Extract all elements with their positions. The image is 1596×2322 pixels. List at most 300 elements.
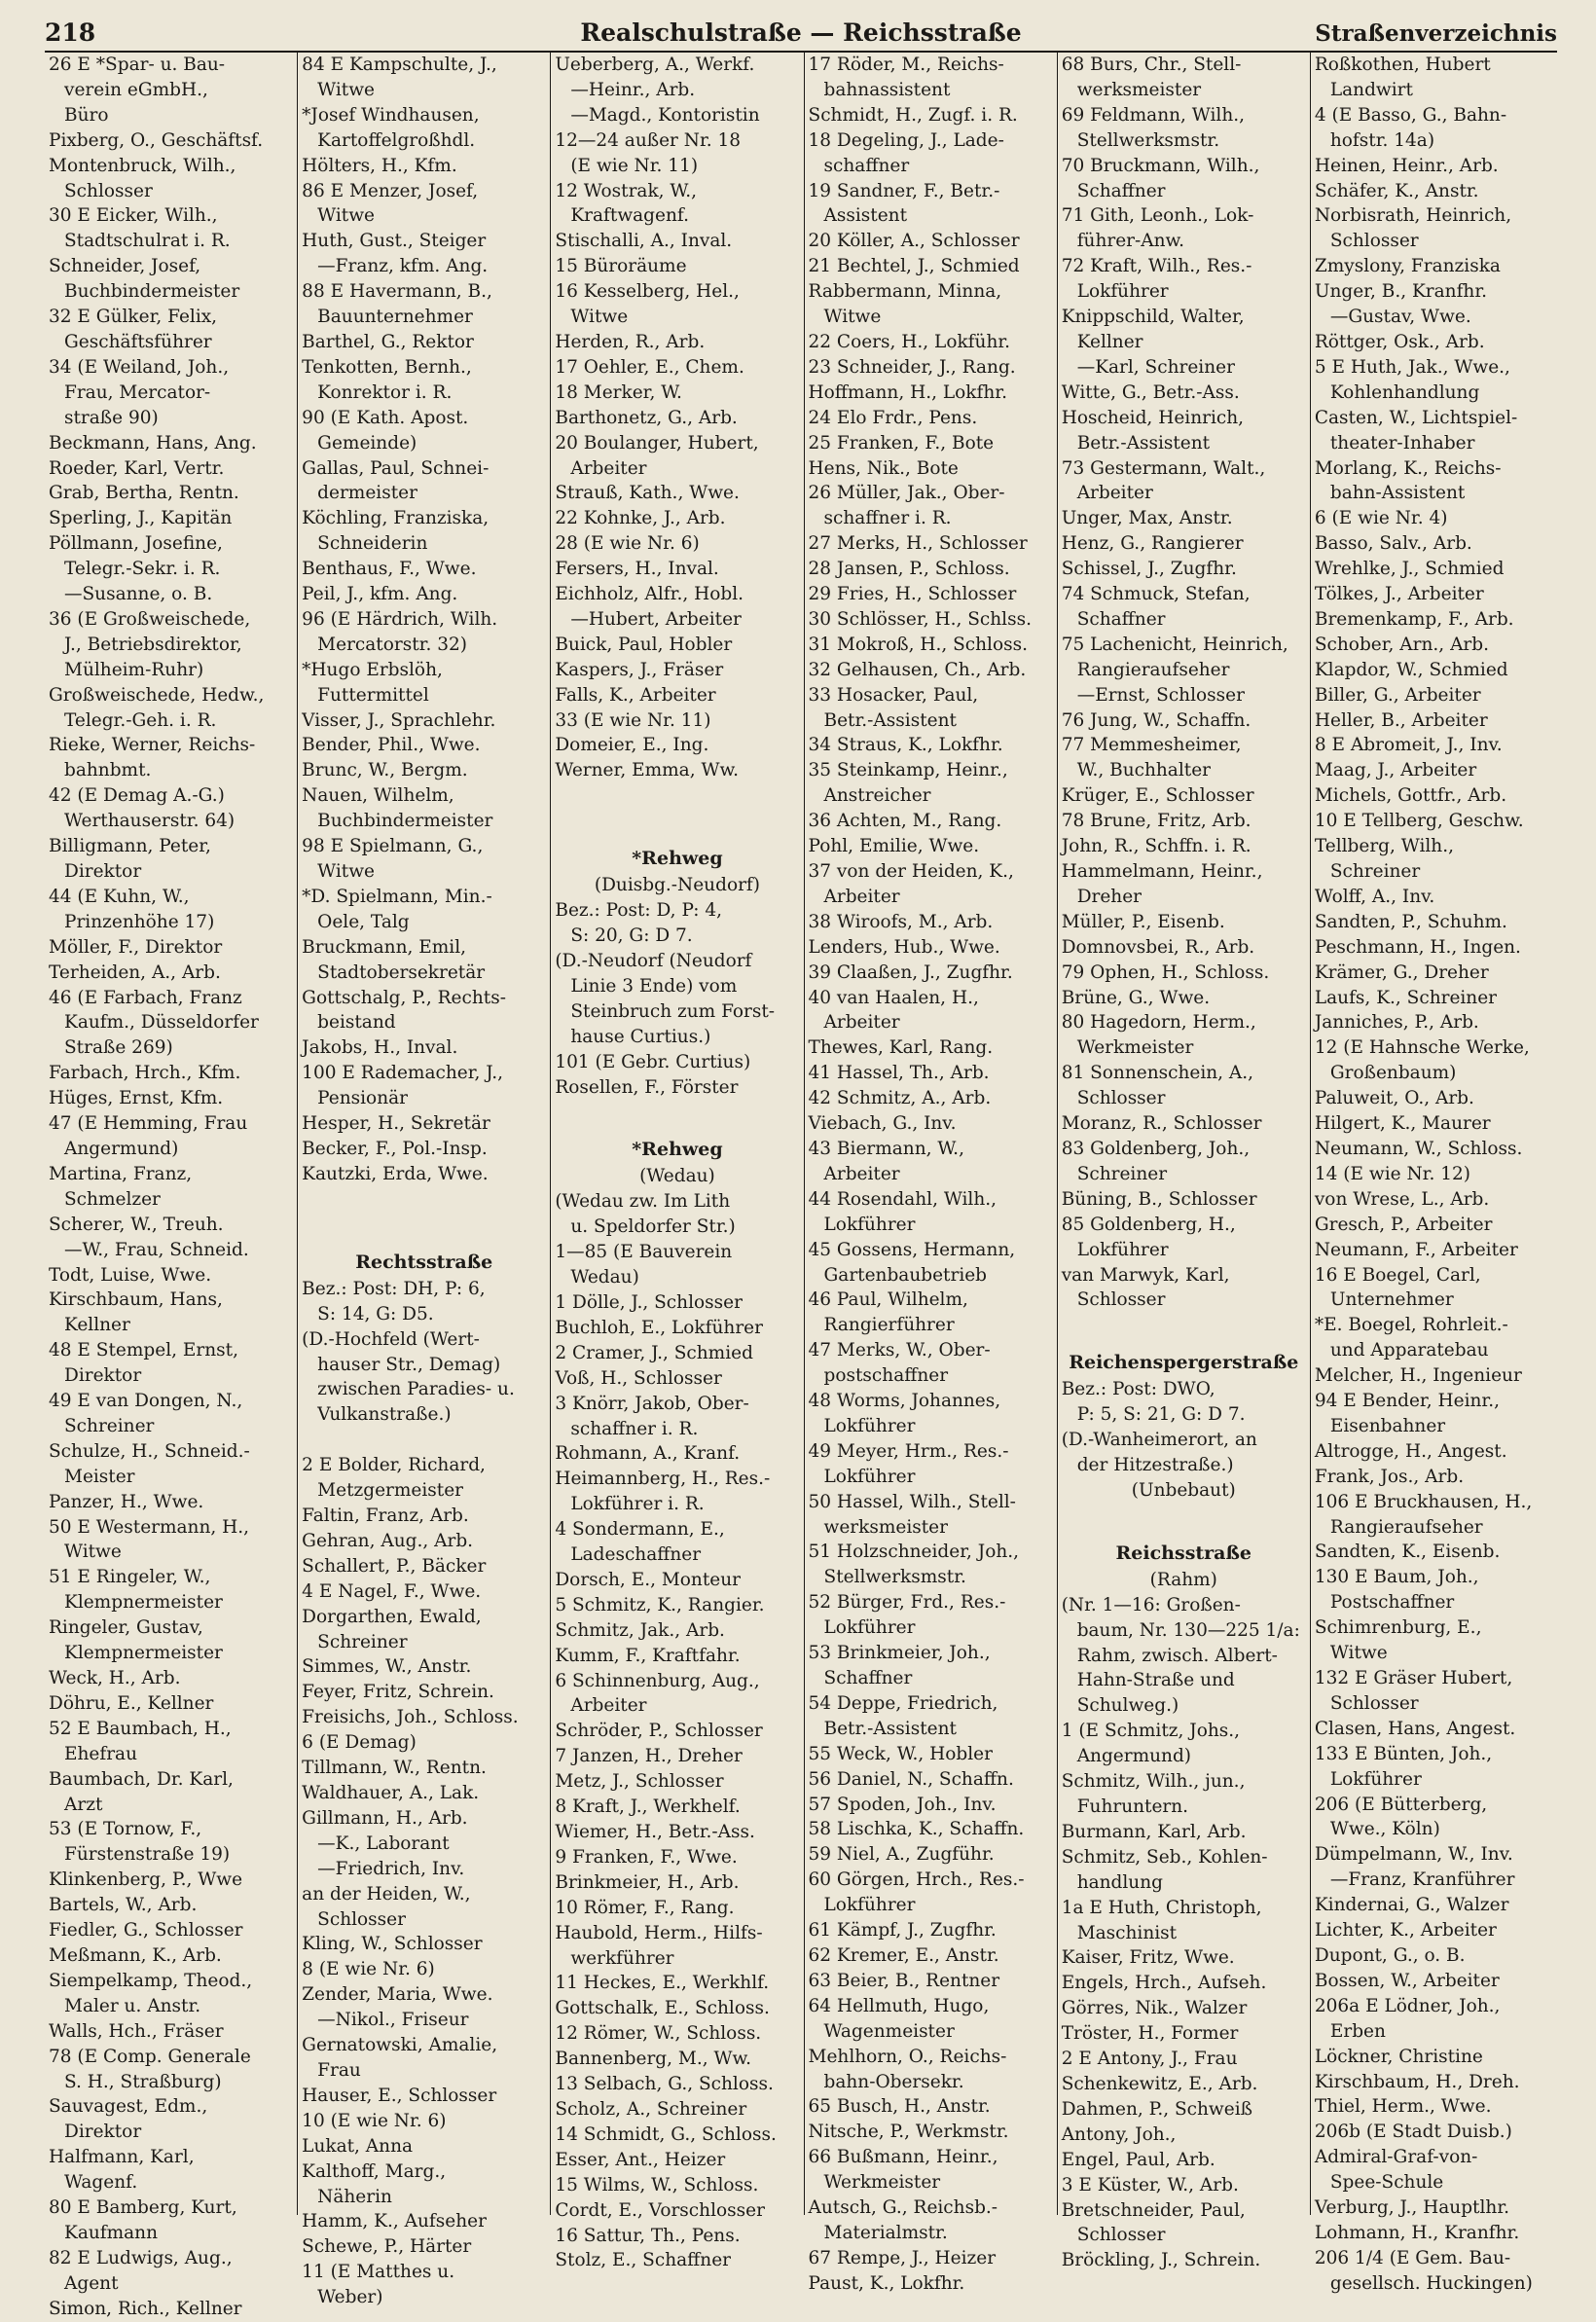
directory-entry: Dahmen, P., Schweiß <box>1061 2098 1252 2120</box>
directory-entry: Kling, W., Schlosser <box>302 1934 483 1955</box>
directory-entry: 50 E Westermann, H., <box>49 1516 250 1538</box>
directory-entry: 17 Oehler, E., Chem. <box>555 356 744 378</box>
entry-continuation: Straße 269) <box>64 1037 173 1059</box>
entry-continuation: Mülheim-Ruhr) <box>64 659 204 680</box>
directory-entry: Tellberg, Wilh., <box>1314 836 1454 857</box>
directory-entry: 36 Achten, M., Rang. <box>808 811 1002 832</box>
directory-entry: Becker, F., Pol.-Insp. <box>302 1138 488 1159</box>
directory-entry: 45 Gossens, Hermann, <box>808 1239 1016 1260</box>
entry-continuation: —Franz, kfm. Ang. <box>317 256 489 277</box>
entry-continuation: Gartenbaubetrieb <box>823 1264 988 1286</box>
entry-continuation: Schreiner <box>317 1631 408 1652</box>
directory-entry: 52 E Baumbach, H., <box>49 1718 232 1739</box>
directory-entry: 16 E Boegel, Carl, <box>1314 1264 1481 1286</box>
entry-continuation: —Heinr., Arb. <box>570 79 696 100</box>
directory-entry: Bröckling, J., Schrein. <box>1061 2250 1261 2271</box>
entry-continuation: Frau, Mercator- <box>64 381 211 403</box>
directory-entry: 1 Dölle, J., Schlosser <box>555 1291 743 1313</box>
directory-entry: Bremenkamp, F., Arb. <box>1314 608 1514 630</box>
entry-continuation: Kellner <box>1076 331 1143 352</box>
directory-entry: 14 (E wie Nr. 12) <box>1314 1163 1470 1184</box>
directory-entry: Huth, Gust., Steiger <box>302 231 487 252</box>
directory-entry: 206b (E Stadt Duisb.) <box>1314 2122 1512 2143</box>
entry-continuation: Wwe., Köln) <box>1329 1819 1440 1840</box>
entry-continuation: Direktor <box>64 861 142 882</box>
directory-entry: Rabbermann, Minna, <box>808 281 1002 303</box>
directory-entry: 88 E Havermann, B., <box>302 281 492 303</box>
directory-entry: 6 Schinnenburg, Aug., <box>555 1670 760 1691</box>
directory-entry: Esser, Ant., Heizer <box>555 2149 726 2170</box>
directory-entry: Eichholz, Alfr., Hobl. <box>555 584 744 605</box>
entry-continuation: —Friedrich, Inv. <box>317 1858 465 1879</box>
directory-entry: Büning, B., Schlosser <box>1061 1188 1257 1210</box>
directory-entry: 68 Burs, Chr., Stell- <box>1061 54 1242 75</box>
directory-entry: (Rahm) <box>1149 1569 1217 1590</box>
directory-entry: 17 Röder, M., Reichs- <box>808 54 1004 75</box>
entry-continuation: —Ernst, Schlosser <box>1076 684 1245 706</box>
entry-continuation: Stellwerksmstr. <box>1076 129 1220 151</box>
directory-entry: Thewes, Karl, Rang. <box>808 1037 994 1059</box>
directory-entry: (Duisbg.-Neudorf) <box>594 875 760 896</box>
directory-entry: 14 Schmidt, G., Schloss. <box>555 2123 777 2145</box>
column-3 <box>551 53 804 2271</box>
entry-continuation: Fürstenstraße 19) <box>64 1844 231 1866</box>
directory-entry: Knippschild, Walter, <box>1061 307 1245 328</box>
directory-entry: John, R., Schffn. i. R. <box>1061 836 1251 857</box>
entry-continuation: werkführer <box>570 1947 674 1969</box>
directory-entry: Barthel, G., Rektor <box>302 331 474 352</box>
directory-entry: Döhru, E., Kellner <box>49 1692 214 1714</box>
entry-continuation: Unternehmer <box>1329 1289 1454 1311</box>
entry-continuation: schaffner i. R. <box>823 508 952 529</box>
entry-continuation: Näherin <box>317 2186 392 2207</box>
directory-entry: 206 (E Bütterberg, <box>1314 1794 1488 1815</box>
entry-continuation: Bauunternehmer <box>317 307 473 328</box>
directory-entry: 64 Hellmuth, Hugo, <box>808 1995 990 2016</box>
directory-entry: Schmidt, H., Zugf. i. R. <box>808 104 1018 126</box>
directory-entry: Cordt, E., Vorschlosser <box>555 2199 765 2221</box>
directory-entry: 47 Merks, W., Ober- <box>808 1340 991 1361</box>
directory-entry: 38 Wiroofs, M., Arb. <box>808 911 994 932</box>
directory-entry: Schmitz, Jak., Arb. <box>555 1619 725 1641</box>
directory-entry: Schulze, H., Schneid.- <box>49 1440 250 1462</box>
directory-entry: Roßkothen, Hubert <box>1314 54 1491 75</box>
directory-entry: Lukat, Anna <box>302 2135 414 2157</box>
directory-entry: 25 Franken, F., Bote <box>808 432 995 454</box>
entry-continuation: Kaufmann <box>64 2222 159 2243</box>
directory-entry: 26 E *Spar- u. Bau- <box>49 54 226 75</box>
directory-entry: Tillmann, W., Rentn. <box>302 1758 487 1779</box>
entry-continuation: Arbeiter <box>1076 483 1153 504</box>
directory-entry: 31 Mokroß, H., Schloss. <box>808 634 1028 655</box>
directory-entry: Engel, Paul, Arb. <box>1061 2149 1215 2170</box>
directory-entry: 81 Sonnenschein, A., <box>1061 1063 1254 1084</box>
directory-entry: 34 Straus, K., Lokfhr. <box>808 735 1003 756</box>
entry-continuation: gesellsch. Huckingen) <box>1329 2272 1533 2294</box>
directory-entry: Hamm, K., Aufseher <box>302 2211 487 2232</box>
directory-entry: Gottschalk, E., Schloss. <box>555 1998 770 2019</box>
spacer <box>302 1213 546 1238</box>
entry-continuation: Dreher <box>1076 886 1143 907</box>
entry-continuation: Witwe <box>317 205 375 227</box>
entry-continuation: Lokführer <box>823 1214 916 1235</box>
directory-entry: 33 (E wie Nr. 11) <box>555 709 711 731</box>
directory-entry: Kaspers, J., Fräser <box>555 659 724 680</box>
spacer <box>302 1428 546 1453</box>
directory-entry: Biller, G., Arbeiter <box>1314 684 1481 706</box>
entry-continuation: Frau <box>317 2059 361 2081</box>
directory-entry: Walls, Hch., Fräser <box>49 2020 224 2042</box>
entry-continuation: Telegr.-Sekr. i. R. <box>64 559 221 580</box>
entry-continuation: Schlosser <box>1076 2225 1166 2246</box>
entry-continuation: bahnbmt. <box>64 760 152 781</box>
directory-entry: Peschmann, H., Ingen. <box>1314 936 1521 958</box>
entry-continuation: Schneiderin <box>317 533 428 555</box>
directory-entry: Frank, Jos., Arb. <box>1314 1466 1465 1487</box>
entry-continuation: Witwe <box>64 1542 122 1563</box>
entry-continuation: —Hubert, Arbeiter <box>570 608 742 630</box>
entry-continuation: Büro <box>64 104 109 126</box>
spacer <box>1062 1313 1306 1338</box>
directory-entry: Engels, Hrch., Aufseh. <box>1061 1973 1267 1994</box>
entry-continuation: Hahn-Straße und <box>1076 1670 1235 1691</box>
directory-entry: 12 (E Hahnsche Werke, <box>1314 1037 1530 1059</box>
directory-entry: Witte, G., Betr.-Ass. <box>1061 381 1240 403</box>
directory-entry: Baumbach, Dr. Karl, <box>49 1768 234 1790</box>
entry-continuation: Ladeschaffner <box>570 1544 702 1566</box>
directory-entry: 19 Sandner, F., Betr.- <box>808 180 1000 201</box>
entry-continuation: Agent <box>64 2272 119 2294</box>
directory-entry: 29 Fries, H., Schlosser <box>808 584 1017 605</box>
directory-entry: 101 (E Gebr. Curtius) <box>555 1051 751 1072</box>
entry-continuation: —Karl, Schreiner <box>1076 356 1235 378</box>
directory-entry: Görres, Nik., Walzer <box>1061 1998 1248 2019</box>
directory-entry: an der Heiden, W., <box>302 1883 471 1905</box>
directory-entry: Hüges, Ernst, Kfm. <box>49 1088 224 1109</box>
directory-entry: Köchling, Franziska, <box>302 508 490 529</box>
directory-entry: 72 Kraft, Wilh., Res.- <box>1061 256 1252 277</box>
street-heading: Reichenspergerstraße <box>1069 1352 1299 1374</box>
directory-entry: Heller, B., Arbeiter <box>1314 709 1488 731</box>
column-2 <box>298 53 551 2308</box>
entry-continuation: Schlosser <box>317 1908 406 1930</box>
directory-entry: Krüger, E., Schlosser <box>1061 785 1254 807</box>
directory-entry: Scholz, A., Schreiner <box>555 2098 747 2120</box>
directory-entry: *D. Spielmann, Min.- <box>302 886 492 907</box>
directory-entry: Schimrenburg, E., <box>1314 1617 1482 1639</box>
directory-entry: 57 Spoden, Joh., Inv. <box>808 1794 997 1815</box>
directory-entry: 37 von der Heiden, K., <box>808 861 1014 882</box>
directory-entry: Neumann, W., Schloss. <box>1314 1138 1523 1159</box>
directory-entry: Roeder, Karl, Vertr. <box>49 457 225 479</box>
directory-entry: 15 Büroräume <box>555 256 687 277</box>
directory-entry: 28 Jansen, P., Schloss. <box>808 559 1010 580</box>
directory-entry: 69 Feldmann, Wilh., <box>1061 104 1246 126</box>
directory-entry: Brunc, W., Bergm. <box>302 760 468 781</box>
directory-entry: Halfmann, Karl, <box>49 2147 195 2168</box>
directory-entry: 86 E Menzer, Josef, <box>302 180 479 201</box>
entry-continuation: Klempnermeister <box>64 1643 223 1664</box>
directory-entry: Gernatowski, Amalie, <box>302 2035 498 2056</box>
entry-continuation: Witwe <box>823 307 882 328</box>
directory-entry: Kaiser, Fritz, Wwe. <box>1061 1947 1235 1969</box>
directory-entry: Hammelmann, Heinr., <box>1061 861 1263 882</box>
entry-continuation: theater-Inhaber <box>1329 432 1475 454</box>
entry-continuation: Betr.-Assistent <box>823 709 957 731</box>
spacer <box>555 783 799 809</box>
directory-entry: Melcher, H., Ingenieur <box>1314 1365 1522 1387</box>
directory-entry: (D.-Neudorf (Neudorf <box>555 951 752 971</box>
entry-continuation: Klempnermeister <box>64 1592 223 1614</box>
directory-entry: 43 Biermann, W., <box>808 1138 964 1159</box>
directory-entry: Schneider, Josef, <box>49 256 201 277</box>
directory-entry: 30 Schlösser, H., Schlss. <box>808 608 1032 630</box>
entry-continuation: Kaufm., Düsseldorfer <box>64 1012 259 1034</box>
directory-entry: 6 (E Demag) <box>302 1732 417 1754</box>
entry-continuation: Schaffner <box>1076 608 1166 630</box>
directory-entry: Burmann, Karl, Arb. <box>1061 1821 1247 1842</box>
directory-entry: 49 E van Dongen, N., <box>49 1391 243 1412</box>
directory-entry: 22 Coers, H., Lokführ. <box>808 331 1011 352</box>
directory-entry: 4 (E Basso, G., Bahn- <box>1314 104 1507 126</box>
directory-entry: Simmes, W., Anstr. <box>302 1656 472 1678</box>
directory-entry: 10 (E wie Nr. 6) <box>302 2110 447 2131</box>
directory-entry: Rieke, Werner, Reichs- <box>49 735 256 756</box>
entry-continuation: Futtermittel <box>317 684 429 706</box>
directory-entry: Kindernai, G., Walzer <box>1314 1895 1509 1916</box>
entry-continuation: Anstreicher <box>823 785 931 807</box>
directory-entry: 28 (E wie Nr. 6) <box>555 533 700 555</box>
directory-entry: Verburg, J., Hauptlhr. <box>1314 2197 1510 2219</box>
directory-entry: 74 Schmuck, Stefan, <box>1061 584 1251 605</box>
entry-continuation: Maschinist <box>1076 1922 1178 1943</box>
directory-entry: Schenkewitz, E., Arb. <box>1061 2073 1258 2094</box>
entry-continuation: Pensionär <box>317 1088 408 1109</box>
directory-entry: 18 Degeling, J., Lade- <box>808 129 1004 151</box>
entry-continuation: Assistent <box>823 205 908 227</box>
entry-continuation: Werthauserstr. 64) <box>64 811 236 832</box>
directory-entry: Scherer, W., Treuh. <box>49 1214 224 1235</box>
directory-entry: 24 Elo Frdr., Pens. <box>808 407 978 428</box>
directory-columns <box>45 53 1563 2319</box>
directory-entry: 75 Lachenicht, Heinrich, <box>1061 634 1288 655</box>
directory-entry: Bannenberg, M., Ww. <box>555 2049 752 2070</box>
entry-continuation: Rangieraufseher <box>1076 659 1230 680</box>
directory-entry: Feyer, Fritz, Schrein. <box>302 1682 494 1703</box>
directory-entry: Hesper, H., Sekretär <box>302 1113 490 1135</box>
directory-entry: 78 Brune, Fritz, Arb. <box>1061 811 1251 832</box>
directory-entry: Unger, Max, Anstr. <box>1061 508 1233 529</box>
directory-entry: Voß, H., Schlosser <box>555 1367 722 1389</box>
directory-entry: 82 E Ludwigs, Aug., <box>49 2247 233 2268</box>
directory-entry: Bossen, W., Arbeiter <box>1314 1970 1500 1991</box>
entry-continuation: Buchbindermeister <box>317 811 493 832</box>
directory-entry: 85 Goldenberg, H., <box>1061 1214 1236 1235</box>
entry-continuation: —Gustav, Wwe. <box>1329 307 1471 328</box>
directory-entry: Jakobs, H., Inval. <box>302 1037 458 1059</box>
directory-entry: Falls, K., Arbeiter <box>555 684 716 706</box>
entry-continuation: baum, Nr. 130—225 1/a: <box>1076 1619 1300 1641</box>
directory-entry: 46 Paul, Wilhelm, <box>808 1289 968 1311</box>
street-heading: Reichsstraße <box>1115 1542 1252 1564</box>
directory-entry: Weck, H., Arb. <box>49 1668 181 1688</box>
directory-entry: Paluweit, O., Arb. <box>1314 1088 1474 1109</box>
directory-entry: 8 Kraft, J., Werkhelf. <box>555 1796 741 1818</box>
spacer <box>1062 1504 1306 1529</box>
directory-entry: Gallas, Paul, Schnei- <box>302 457 490 479</box>
directory-entry: 12 Wostrak, W., <box>555 180 697 201</box>
directory-entry: Hoscheid, Heinrich, <box>1061 407 1245 428</box>
directory-entry: Terheiden, A., Arb. <box>49 961 221 983</box>
entry-continuation: (E wie Nr. 11) <box>570 155 699 176</box>
directory-entry: 30 E Eicker, Wilh., <box>49 205 218 227</box>
directory-entry: Sandten, P., Schuhm. <box>1314 911 1507 932</box>
directory-entry: Sandten, K., Eisenb. <box>1314 1542 1501 1563</box>
entry-continuation: Maler u. Anstr. <box>64 1995 201 2016</box>
directory-entry: Kirschbaum, Hans, <box>49 1289 223 1311</box>
directory-entry: 26 Müller, Jak., Ober- <box>808 483 1005 504</box>
directory-entry: Metz, J., Schlosser <box>555 1771 724 1793</box>
directory-entry: 76 Jung, W., Schaffn. <box>1061 709 1251 731</box>
entry-continuation: Linie 3 Ende) vom <box>570 975 738 997</box>
entry-continuation: Telegr.-Geh. i. R. <box>64 709 217 731</box>
directory-entry: 4 E Nagel, F., Wwe. <box>302 1580 482 1602</box>
column-5 <box>1058 53 1311 2271</box>
directory-entry: 47 (E Hemming, Frau <box>49 1113 248 1135</box>
directory-entry: 39 Claaßen, J., Zugfhr. <box>808 961 1013 983</box>
entry-continuation: führer-Anw. <box>1076 231 1185 252</box>
directory-entry: 94 E Bender, Heinr., <box>1314 1391 1500 1412</box>
directory-entry: Buick, Paul, Hobler <box>555 634 733 655</box>
directory-entry: 6 (E wie Nr. 4) <box>1314 508 1448 529</box>
entry-continuation: Schreiner <box>1076 1163 1168 1184</box>
directory-entry: Domnovsbei, R., Arb. <box>1061 936 1255 958</box>
directory-entry: Dupont, G., o. B. <box>1314 1944 1466 1966</box>
directory-entry: Hoffmann, H., Lokfhr. <box>808 381 1007 403</box>
directory-entry: Mehlhorn, O., Reichs- <box>808 2046 1007 2067</box>
directory-entry: 206a E Lödner, Joh., <box>1314 1995 1501 2016</box>
entry-continuation: Großenbaum) <box>1329 1063 1457 1084</box>
directory-entry: 1a E Huth, Christoph, <box>1061 1897 1262 1918</box>
directory-entry: Hölters, H., Kfm. <box>302 155 457 176</box>
directory-entry: 9 Franken, F., Wwe. <box>555 1846 738 1868</box>
entry-continuation: —W., Frau, Schneid. <box>64 1239 249 1260</box>
entry-continuation: Werkmeister <box>1076 1037 1194 1059</box>
entry-continuation: —Franz, Kranführer <box>1329 1869 1515 1891</box>
entry-continuation: Wedau) <box>570 1267 639 1288</box>
directory-entry: 48 E Stempel, Ernst, <box>49 1340 238 1361</box>
directory-entry: Bez.: Post: DWO, <box>1061 1379 1215 1400</box>
entry-continuation: Wagenf. <box>64 2172 138 2194</box>
directory-entry: 16 Sattur, Th., Pens. <box>555 2225 741 2246</box>
directory-entry: 56 Daniel, N., Schaffn. <box>808 1768 1014 1790</box>
entry-continuation: Wagenmeister <box>823 2020 955 2042</box>
directory-entry: 42 Schmitz, A., Arb. <box>808 1088 992 1109</box>
directory-entry: Werner, Emma, Ww. <box>555 760 739 781</box>
directory-entry: Autsch, G., Reichsb.- <box>808 2197 998 2219</box>
spacer <box>555 1100 799 1125</box>
directory-entry: 67 Rempe, J., Heizer <box>808 2247 997 2268</box>
directory-entry: Hilgert, K., Maurer <box>1314 1113 1491 1135</box>
directory-entry: Rohmann, A., Kranf. <box>555 1443 741 1465</box>
entry-continuation: Schlosser <box>1076 1289 1166 1311</box>
directory-entry: Thiel, Herm., Wwe. <box>1314 2096 1492 2118</box>
street-heading: *Rehweg <box>632 1139 723 1161</box>
directory-entry: 4 Sondermann, E., <box>555 1519 725 1541</box>
directory-entry: 53 (E Tornow, F., <box>49 1819 202 1840</box>
directory-entry: 33 Hosacker, Paul, <box>808 684 979 706</box>
directory-entry: *Josef Windhausen, <box>302 104 480 126</box>
directory-entry: 71 Gith, Leonh., Lok- <box>1061 205 1254 227</box>
directory-entry: 62 Kremer, E., Anstr. <box>808 1944 999 1966</box>
entry-continuation: beistand <box>317 1012 396 1034</box>
directory-entry: 78 (E Comp. Generale <box>49 2046 251 2067</box>
directory-entry: Müller, P., Eisenb. <box>1061 911 1225 932</box>
directory-entry: 79 Ophen, H., Schloss. <box>1061 961 1270 983</box>
directory-entry: Casten, W., Lichtspiel- <box>1314 407 1518 428</box>
directory-entry: Panzer, H., Wwe. <box>49 1491 204 1512</box>
entry-continuation: Geschäftsführer <box>64 331 212 352</box>
entry-continuation: schaffner i. R. <box>570 1418 699 1439</box>
directory-entry: Heimannberg, H., Res.- <box>555 1469 771 1490</box>
entry-continuation: S: 14, G: D5. <box>317 1303 434 1324</box>
directory-entry: Dorsch, E., Monteur <box>555 1569 741 1590</box>
directory-entry: 90 (E Kath. Apost. <box>302 407 469 428</box>
directory-entry: Janniches, P., Arb. <box>1314 1012 1479 1034</box>
directory-entry: (Unbebaut) <box>1131 1479 1236 1501</box>
directory-entry: 50 Hassel, Wilh., Stell- <box>808 1491 1016 1512</box>
entry-continuation: Witwe <box>317 79 375 100</box>
entry-continuation: Witwe <box>570 307 629 328</box>
directory-entry: Schmitz, Seb., Kohlen- <box>1061 1846 1268 1868</box>
directory-entry: 12—24 außer Nr. 18 <box>555 129 742 151</box>
directory-entry: 54 Deppe, Friedrich, <box>808 1692 998 1714</box>
directory-entry: Montenbruck, Wilh., <box>49 155 236 176</box>
directory-entry: Unger, B., Kranfhr. <box>1314 281 1488 303</box>
entry-continuation: hofstr. 14a) <box>1329 129 1435 151</box>
entry-continuation: Arbeiter <box>823 886 900 907</box>
directory-entry: Schallert, P., Bäcker <box>302 1555 487 1577</box>
directory-entry: 20 Köller, A., Schlosser <box>808 231 1020 252</box>
entry-continuation: Lokführer <box>823 1415 916 1436</box>
directory-entry: 35 Steinkamp, Heinr., <box>808 760 1008 781</box>
directory-entry: 40 van Haalen, H., <box>808 987 979 1008</box>
directory-entry: 63 Beier, B., Rentner <box>808 1970 1000 1991</box>
entry-continuation: Angermund) <box>64 1138 179 1159</box>
directory-entry: 80 E Bamberg, Kurt, <box>49 2197 237 2219</box>
entry-continuation: Metzgermeister <box>317 1480 464 1502</box>
entry-continuation: Schaffner <box>1076 180 1166 201</box>
directory-entry: 73 Gestermann, Walt., <box>1061 457 1266 479</box>
directory-entry: Benthaus, F., Wwe. <box>302 559 477 580</box>
directory-entry: Herden, R., Arb. <box>555 331 706 352</box>
directory-entry: 22 Kohnke, J., Arb. <box>555 508 726 529</box>
entry-continuation: Erben <box>1329 2020 1386 2042</box>
directory-entry: (D.-Wanheimerort, an <box>1061 1430 1257 1451</box>
entry-continuation: der Hitzestraße.) <box>1076 1455 1234 1476</box>
entry-continuation: Lokführer <box>1329 1768 1422 1790</box>
directory-entry: Heinen, Heinr., Arb. <box>1314 155 1499 176</box>
directory-entry: 58 Lischka, K., Schaffn. <box>808 1819 1025 1840</box>
directory-entry: 133 E Bünten, Joh., <box>1314 1743 1493 1764</box>
directory-entry: 7 Janzen, H., Dreher <box>555 1746 743 1767</box>
directory-entry: Wrehlke, J., Schmied <box>1314 559 1505 580</box>
directory-entry: Admiral-Graf-von- <box>1314 2147 1478 2168</box>
directory-entry: Todt, Luise, Wwe. <box>49 1264 212 1286</box>
entry-continuation: Lokführer i. R. <box>570 1494 705 1515</box>
directory-entry: 70 Bruckmann, Wilh., <box>1061 155 1260 176</box>
directory-entry: Bender, Phil., Wwe. <box>302 735 481 756</box>
